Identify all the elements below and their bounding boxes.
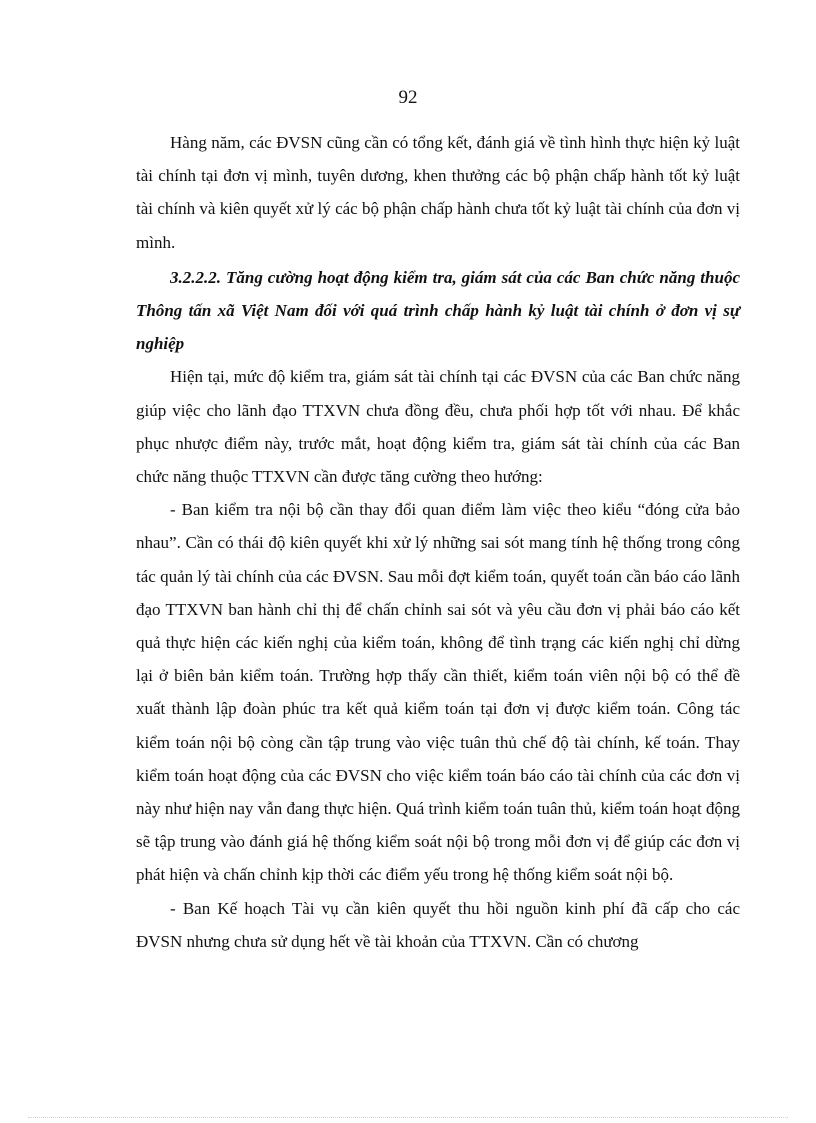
paragraph-finance-dept: - Ban Kế hoạch Tài vụ cần kiên quyết thu hồi nguồn kinh phí đã cấp cho các ĐVSN nhưng chưa sử dụng hết về tài khoản của TTXVN. Cần có chương — [136, 898, 740, 951]
paragraph-annual-review: Hàng năm, các ĐVSN cũng cần có tổng kết, đánh giá về tình hình thực hiện kỷ luật tài chính tại đơn vị mình, tuyên dương, khen thưởng các bộ phận chấp hành tốt kỷ luật tài chính và kiên quyết xử lý các bộ phận chấp hành chưa tốt kỷ luật tài chính của đơn vị mình. — [136, 133, 740, 252]
page-number: 92 — [398, 87, 418, 108]
page-bottom-rule — [28, 1117, 788, 1118]
paragraph-internal-audit: - Ban kiểm tra nội bộ cần thay đổi quan điểm làm việc theo kiểu “đóng cửa bảo nhau”. Cần có thái độ kiên quyết khi xử lý những sai sót mang tính hệ thống trong công tác quản lý tài chính của các ĐVSN. Sau mỗi đợt kiểm toán, quyết toán cần báo cáo lãnh đạo TTXVN ban hành chỉ thị để chấn chỉnh sai sót và yêu cầu đơn vị phải báo cáo kết quả thực hiện các kiến nghị của kiểm toán, không để tình trạng các kiến nghị chỉ dừng lại ở biên bản kiểm toán. Trường hợp thấy cần thiết, kiểm toán viên nội bộ có thể đề xuất thành lập đoàn phúc tra kết quả kiểm toán tại đơn vị được kiểm toán. Công tác kiểm toán nội bộ còng cần tập trung vào việc tuân thủ chế độ tài chính, kế toán. Thay kiểm toán hoạt động của các ĐVSN cho việc kiểm toán báo cáo tài chính của các đơn vị này như hiện nay vẫn đang thực hiện. Quá trình kiểm toán tuân thủ, kiểm toán hoạt động sẽ tập trung vào đánh giá hệ thống kiểm soát nội bộ trong mỗi đơn vị để giúp các đơn vị phát hiện và chấn chỉnh kịp thời các điểm yếu trong hệ thống kiểm soát nội bộ. — [136, 500, 740, 885]
paragraph-current-state: Hiện tại, mức độ kiểm tra, giám sát tài chính tại các ĐVSN của các Ban chức năng giúp việc cho lãnh đạo TTXVN chưa đồng đều, chưa phối hợp tốt với nhau. Để khắc phục nhược điểm này, trước mắt, hoạt động kiểm tra, giám sát tài chính của các Ban chức năng thuộc TTXVN cần được tăng cường theo hướng: — [136, 367, 740, 487]
document-body — [136, 126, 740, 958]
section-heading: 3.2.2.2. Tăng cường hoạt động kiểm tra, giám sát của các Ban chức năng thuộc Thông tấn xã Việt Nam đối với quá trình chấp hành kỷ luật tài chính ở đơn vị sự nghiệp — [136, 267, 740, 354]
